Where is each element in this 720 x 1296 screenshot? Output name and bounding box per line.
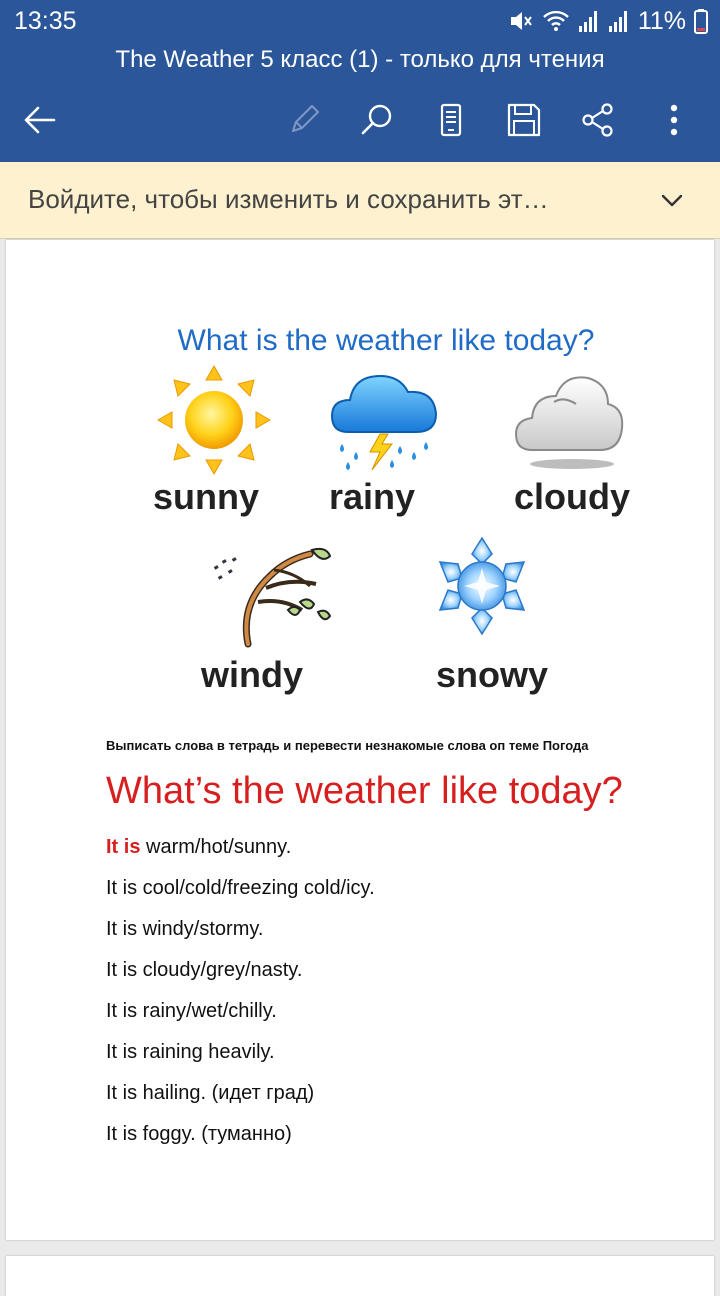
status-time: 13:35 [14,7,77,35]
toolbar [0,96,720,144]
app-header [0,0,720,162]
phrase-line [106,836,291,859]
reading-view-button[interactable] [427,96,475,144]
next-page [6,1256,714,1296]
status-bar [0,0,720,42]
mute-icon [508,8,534,34]
snowflake-icon [430,534,534,638]
instruction-text: Выписать слова в тетрадь и перевести незнакомые слова оп теме Погода [106,738,589,753]
save-icon [506,102,542,138]
weather-heading: What is the weather like today? [177,324,595,357]
phrase-line: It is cool/cold/freezing cold/icy. [106,877,375,899]
share-button[interactable] [574,96,622,144]
word-snowy: snowy [435,654,549,695]
battery-percent: 11% [637,6,686,35]
word-windy: windy [200,654,303,695]
phrase-line: It is raining heavily. [106,1041,275,1063]
document-page [6,240,714,1240]
share-icon [580,102,616,138]
weather-heading-2: What’s the weather like today? [106,770,623,812]
signin-prompt: Войдите, чтобы изменить и сохранить эт… [28,184,549,214]
cloud-icon [514,368,624,472]
signin-banner[interactable] [0,162,720,239]
phrase-line: It is rainy/wet/chilly. [106,1000,277,1022]
search-icon [359,102,395,138]
windy-tree-icon [208,540,336,648]
word-rainy: rainy [328,476,416,517]
save-button[interactable] [500,96,548,144]
chevron-down-icon[interactable] [658,186,686,214]
more-options-button[interactable] [650,96,698,144]
phrase-line: It is windy/stormy. [106,918,264,940]
signal-icon [578,8,600,34]
status-icons [508,6,708,36]
word-cloudy: cloudy [513,476,630,517]
phrase-line: It is foggy. (туманно) [106,1123,292,1145]
rain-cloud-icon [328,360,440,474]
phrase-rest: warm/hot/sunny. [140,836,292,858]
back-button[interactable] [16,96,64,144]
reading-view-icon [433,102,469,138]
word-sunny: sunny [152,476,259,517]
phrase-line: It is cloudy/grey/nasty. [106,959,303,981]
back-arrow-icon [22,102,58,138]
phrase-prefix: It is [106,836,141,858]
document-title: The Weather 5 класс (1) - только для чтения [115,46,605,73]
pencil-icon [286,102,322,138]
battery-icon [694,8,708,34]
sun-icon [156,364,272,476]
edit-button[interactable] [280,96,328,144]
search-button[interactable] [353,96,401,144]
signal-icon [608,8,630,34]
wifi-icon [542,8,570,34]
more-icon [656,102,692,138]
phrase-line: It is hailing. (идет град) [106,1082,315,1104]
